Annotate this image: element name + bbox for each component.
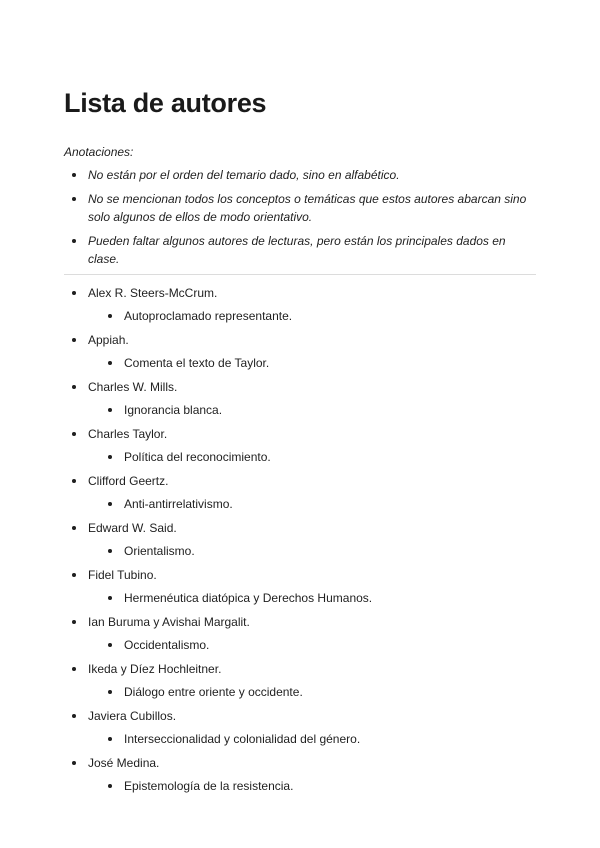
- bullet-icon: [72, 714, 76, 718]
- author-name: Edward W. Said.: [88, 521, 177, 535]
- bullet-icon: [108, 408, 112, 412]
- author-topic: Política del reconocimiento.: [88, 449, 536, 465]
- author-name: José Medina.: [88, 756, 160, 770]
- bullet-icon: [72, 620, 76, 624]
- author-name: Javiera Cubillos.: [88, 709, 177, 723]
- author-item: [64, 285, 536, 324]
- author-name: Charles Taylor.: [88, 427, 168, 441]
- bullet-icon: [108, 361, 112, 365]
- note-item: No están por el orden del temario dado, sino en alfabético.: [64, 166, 536, 184]
- document-page: [64, 84, 536, 802]
- bullet-icon: [108, 314, 112, 318]
- author-topic: Hermenéutica diatópica y Derechos Humanos.: [88, 590, 536, 606]
- author-item: [64, 755, 536, 794]
- note-item: Pueden faltar algunos autores de lecturas, pero están los principales dados en clase.: [64, 232, 536, 268]
- page-title: Lista de autores: [64, 88, 267, 118]
- bullet-icon: [72, 385, 76, 389]
- author-name: Ian Buruma y Avishai Margalit.: [88, 615, 250, 629]
- author-item: [64, 332, 536, 371]
- author-item: [64, 614, 536, 653]
- author-name: Charles W. Mills.: [88, 380, 178, 394]
- bullet-icon: [72, 761, 76, 765]
- author-topic: Anti-antirrelativismo.: [88, 496, 536, 512]
- author-topic: Autoproclamado representante.: [88, 308, 536, 324]
- author-item: [64, 473, 536, 512]
- bullet-icon: [72, 432, 76, 436]
- bullet-icon: [108, 455, 112, 459]
- author-item: [64, 379, 536, 418]
- author-topic: Comenta el texto de Taylor.: [88, 355, 536, 371]
- bullet-icon: [108, 737, 112, 741]
- bullet-icon: [72, 526, 76, 530]
- author-item: [64, 520, 536, 559]
- bullet-icon: [72, 173, 76, 177]
- author-item: [64, 661, 536, 700]
- bullet-icon: [108, 643, 112, 647]
- author-name: Ikeda y Díez Hochleitner.: [88, 662, 222, 676]
- author-topic: Orientalismo.: [88, 543, 536, 559]
- authors-list: [64, 285, 536, 794]
- bullet-icon: [72, 479, 76, 483]
- author-topic: Epistemología de la resistencia.: [88, 778, 536, 794]
- bullet-icon: [72, 573, 76, 577]
- author-topic: Occidentalismo.: [88, 637, 536, 653]
- bullet-icon: [72, 667, 76, 671]
- author-topic: Ignorancia blanca.: [88, 402, 536, 418]
- author-name: Appiah.: [88, 333, 129, 347]
- bullet-icon: [72, 291, 76, 295]
- bullet-icon: [108, 596, 112, 600]
- bullet-icon: [72, 197, 76, 201]
- bullet-icon: [72, 338, 76, 342]
- author-topic: Interseccionalidad y colonialidad del género.: [88, 731, 536, 747]
- notes-list: [64, 166, 536, 268]
- author-item: [64, 567, 536, 606]
- author-name: Fidel Tubino.: [88, 568, 157, 582]
- bullet-icon: [108, 784, 112, 788]
- author-item: [64, 426, 536, 465]
- bullet-icon: [108, 502, 112, 506]
- divider: [64, 274, 536, 275]
- author-item: [64, 708, 536, 747]
- note-item: No se mencionan todos los conceptos o temáticas que estos autores abarcan sino solo algunos de ellos de modo orientativo.: [64, 190, 536, 226]
- bullet-icon: [72, 239, 76, 243]
- bullet-icon: [108, 549, 112, 553]
- author-topic: Diálogo entre oriente y occidente.: [88, 684, 536, 700]
- author-name: Alex R. Steers-McCrum.: [88, 286, 218, 300]
- bullet-icon: [108, 690, 112, 694]
- notes-label: Anotaciones:: [64, 145, 134, 159]
- author-name: Clifford Geertz.: [88, 474, 169, 488]
